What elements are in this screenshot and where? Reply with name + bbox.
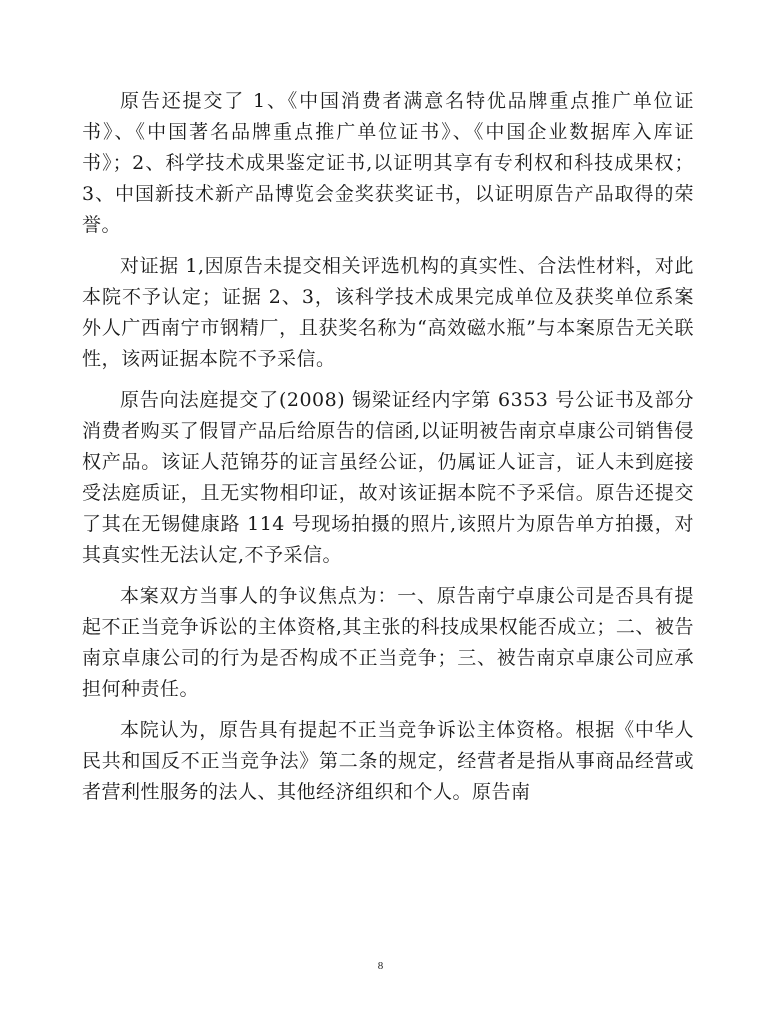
body-text — [82, 86, 694, 818]
paragraph-1: 原告还提交了 1、《中国消费者满意名特优品牌重点推广单位证书》、《中国著名品牌重点推广单位证书》、《中国企业数据库入库证书》；2、科学技术成果鉴定证书,以证明其享有专利权和科技成果权；3、中国新技术新产品博览会金奖获奖证书，以证明原告产品取得的荣誉。 — [82, 90, 694, 236]
paragraph-3: 原告向法庭提交了(2008) 锡梁证经内字第 6353 号公证书及部分消费者购买了假冒产品后给原告的信函,以证明被告南京卓康公司销售侵权产品。该证人范锦芬的证言虽经公证，仍属证人证言，证人未到庭接受法庭质证，且无实物相印证，故对该证据本院不予采信。原告还提交了其在无锡健康路 114 号现场拍摄的照片,该照片为原告单方拍摄，对其真实性无法认定,不予采信。 — [82, 389, 694, 566]
page-number: 8 — [377, 960, 384, 972]
paragraph-5: 本院认为，原告具有提起不正当竞争诉讼主体资格。根据《中华人民共和国反不正当竞争法》第二条的规定，经营者是指从事商品经营或者营利性服务的法人、其他经济组织和个人。原告南 — [82, 719, 694, 803]
paragraph-2: 对证据 1,因原告未提交相关评选机构的真实性、合法性材料，对此本院不予认定；证据 2、3，该科学技术成果完成单位及获奖单位系案外人广西南宁市钢精厂，且获奖名称为“高效磁水瓶”与本案原告无关联性，该两证据本院不予采信。 — [82, 255, 694, 370]
paragraph-4: 本案双方当事人的争议焦点为：一、原告南宁卓康公司是否具有提起不正当竞争诉讼的主体资格,其主张的科技成果权能否成立；二、被告南京卓康公司的行为是否构成不正当竞争；三、被告南京卓康公司应承担何种责任。 — [82, 585, 694, 700]
